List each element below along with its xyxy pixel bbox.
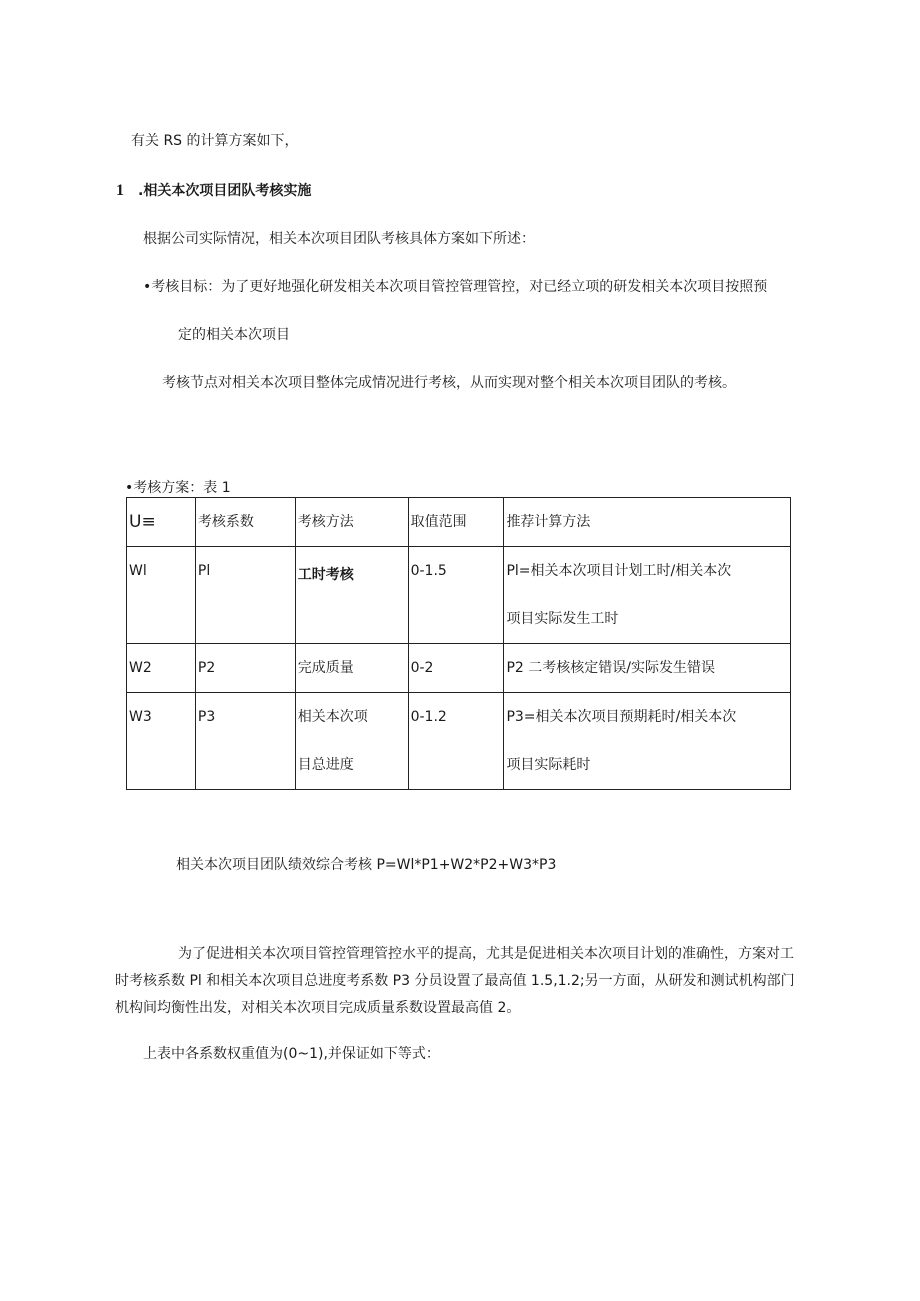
header-cell: 考核系数: [195, 498, 295, 547]
section-heading: [116, 180, 311, 200]
formula-cell: P3=相关本次项目预期耗时/相关本次 项目实际耗时: [506, 709, 737, 773]
composite-formula: 相关本次项目团队绩效综合考核 P=Wl*P1+W2*P2+W3*P3: [176, 857, 557, 873]
weight-cell: W3: [129, 709, 152, 725]
method-cell: 相关本次项 目总进度: [297, 709, 368, 773]
goal-line-3: 考核节点对相关本次项目整体完成情况进行考核，从而实现对整个相关本次项目团队的考核。: [162, 375, 736, 391]
method-cell: 完成质量: [297, 660, 354, 676]
table-caption: •考核方案：表 1: [125, 480, 231, 496]
weight-cell: Wl: [129, 563, 147, 579]
table-row: [127, 547, 791, 644]
coefficient-cell: P3: [197, 709, 216, 725]
range-cell: 0-1.2: [410, 709, 447, 725]
explanation-paragraph: [115, 941, 805, 1022]
header-cell: 取值范围: [408, 498, 504, 547]
coefficient-cell: P2: [197, 660, 216, 676]
section-number: 1: [116, 182, 124, 199]
weight-cell: W2: [129, 660, 152, 676]
table-header-row: [127, 498, 791, 547]
formula-cell: Pl=相关本次项目计划工时/相关本次 项目实际发生工时: [506, 563, 732, 627]
header-cell: 考核方法: [295, 498, 408, 547]
table-row: [127, 693, 791, 790]
coefficient-cell: Pl: [197, 563, 211, 579]
range-cell: 0-2: [410, 660, 434, 676]
header-cell: U≡: [127, 498, 196, 547]
method-cell: 工时考核: [297, 567, 354, 583]
section-title: .相关本次项目团队考核实施: [138, 183, 312, 199]
lead-text: 根据公司实际情况，相关本次项目团队考核具体方案如下所述：: [143, 231, 535, 247]
explanation-text: 为了促进相关本次项目管控管理管控水平的提高，尤其是促进相关本次项目计划的准确性，方案对工时考核系数 Pl 和相关本次项目总进度考系数 P3 分员设置了最高值 1.5,1.2;另一方面，从研发和测试机构部门机构间均衡性出发，对相关本次项目完成质量系数设置最高值 2。: [115, 946, 795, 1016]
weights-text: 上表中各系数权重值为(0~1),并保证如下等式：: [143, 1046, 440, 1062]
formula-cell: P2 二考核核定错误/实际发生错误: [506, 660, 715, 676]
assessment-table: [126, 497, 791, 790]
intro-text: 有关 RS 的计算方案如下，: [131, 133, 299, 149]
range-cell: 0-1.5: [410, 563, 447, 579]
goal-line-1: •考核目标：为了更好地强化研发相关本次项目管控管理管控，对已经立项的研发相关本次项目按照预: [143, 279, 768, 295]
goal-line-2: 定的相关本次项目: [178, 327, 290, 343]
table-row: [127, 644, 791, 693]
header-cell: 推荐计算方法: [504, 498, 791, 547]
